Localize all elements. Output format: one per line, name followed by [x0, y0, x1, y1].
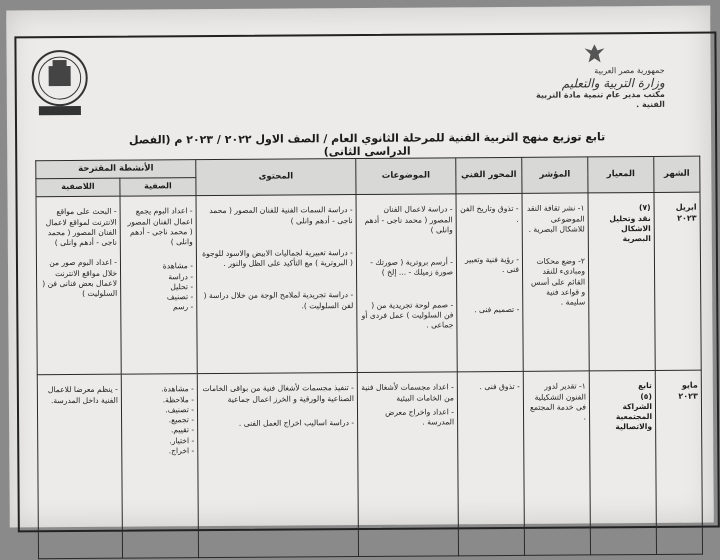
month-cell: مايو ٢٠٢٣ [655, 370, 702, 554]
topics-cell: - دراسة لاعمال الفنان المصور ( محمد ناجى - أدهم وانلى ) - أرسم بروترية ( صورتك - صورة زميلك - ... إلخ ) - صمم لوحة تجريدية من ( فن السلوليت ) عمل فردى أو جماعى . [356, 194, 457, 373]
table-row [37, 370, 702, 559]
header-in-class: الصفية [120, 178, 196, 196]
ministry-small-text: جمهورية مصر العربية [594, 65, 665, 76]
axis-cell: - تذوق فنى . [457, 372, 524, 556]
header-extra-class: اللاصفية [36, 179, 120, 197]
indicator-cell: ١- نشر ثقافة النقد الموضوعى للاشكال البصرية . ٢- وضع محكات ومبادىء للنقد القائم على أسس و قواعد فنية سليمة . [522, 193, 589, 371]
header-content: المحتوى [196, 159, 356, 196]
extra-class-cell: - ينظم معرضا للاعمال الفنية داخل المدرسة. [37, 374, 122, 559]
document-page [6, 6, 714, 528]
indicator-cell: ١- تقدير لدور الفنون التشكيلية فى خدمة المجتمع . [523, 371, 590, 555]
axis-cell: - تذوق وتاريخ الفن . - رؤية فنية وتعبير فنى . - تصميم فنى . [456, 194, 523, 372]
eagle-icon [582, 42, 606, 64]
table-row [36, 192, 701, 375]
in-class-cell: - مشاهدة. - ملاحظة. - تصنيف. - تجميع. - تقييم. - اختيار. - اخراج. [121, 374, 198, 559]
header-activities: الأنشطة المقترحة [36, 160, 196, 180]
header-standard: المعيار [588, 156, 654, 193]
ministry-name: وزارة التربية والتعليم [561, 75, 665, 91]
header-month: الشهر [654, 156, 700, 193]
curriculum-table [35, 156, 703, 560]
extra-class-cell: - البحث على مواقع الانترنت لمواقع لاعمال الفنان المصور ( محمد ناجى - أدهم وانلى ) - اعداد البوم صور من خلال مواقع الانترنت لاعمال بعض فنانى فن ( السلوليت ) [36, 196, 121, 375]
month-cell: ابريل ٢٠٢٣ [654, 192, 701, 370]
emblem-logo [26, 48, 92, 118]
office-name: مكتب مدير عام تنمية مادة التربية الفنية . [535, 89, 665, 109]
page-title: تابع توزيع منهج التربية الفنية للمرحلة الثانوي العام / الصف الاول ٢٠٢٢ / ٢٠٢٣ م (الفصل الدراسى الثانى) [128, 130, 606, 159]
in-class-cell: - اعداد البوم يجمع اعمال الفنان المصور ( محمد ناجى - أدهم وانلى ) - مشاهدة - دراسة - تحليل - تصنيف - رسم [120, 196, 197, 375]
standard-cell: تابع (٥) الشراكة المجتمعية والاتصالية [589, 371, 656, 555]
header-axis: المحور الفني [456, 157, 522, 194]
header-topics: الموضوعات [356, 158, 456, 195]
content-cell: - دراسة السمات الفنية للفنان المصور ( محمد ناجى - أدهم وانلى ) - دراسة تعبيرية لجماليات الابيض والاسود للوجوة ( البروترية ) مع التأكيد على الظل والنور . - دراسة تجريدية لملامح الوجة من خلال دراسة ( لفن السلوليت ). [196, 195, 357, 374]
topics-cell: - اعداد مجسمات لأشغال فنية من الخامات البيئية - اعداد واخراج معرض المدرسة . [357, 372, 458, 557]
standard-cell: (٧) نقد وتحليل الاشكال البصرية [588, 193, 655, 371]
header-indicator: المؤشر [522, 157, 588, 194]
content-cell: - تنفيذ مجسمات لأشغال فنية من بواقى الخامات الصناعية والورقية و الخرز اعمال جماعية - دراسة اساليب اخراج العمل الفنى . [197, 373, 358, 558]
ministry-header [524, 42, 664, 110]
